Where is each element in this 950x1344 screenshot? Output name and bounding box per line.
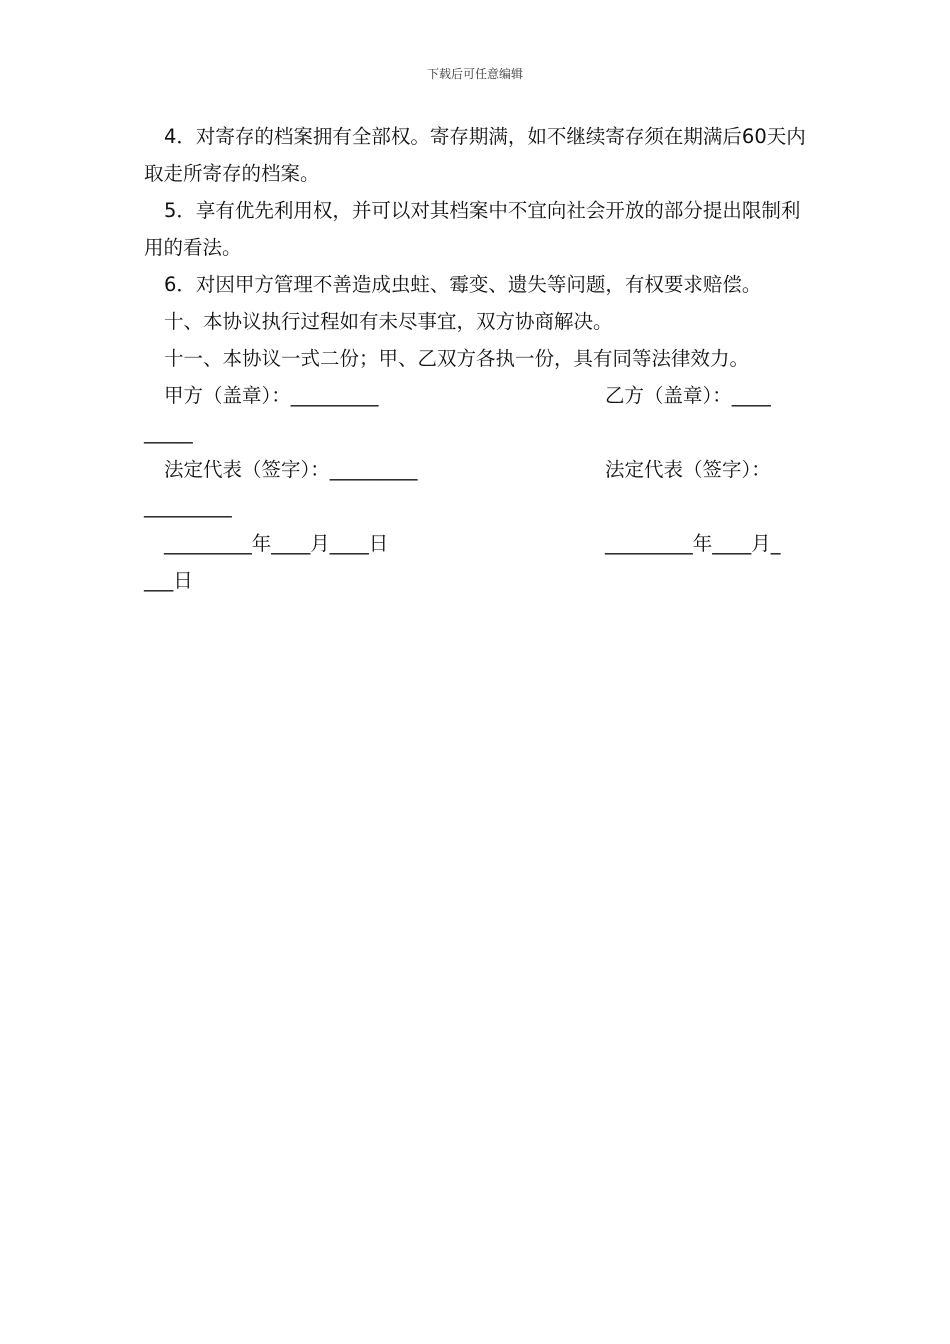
party-b-date-field: _________年____月_ <box>605 532 781 555</box>
clause-6: 6．对因甲方管理不善造成虫蛀、霉变、遗失等问题，有权要求赔偿。 <box>164 273 762 296</box>
page-header: 下载后可任意编辑 <box>426 67 523 81</box>
clause-5: 5．享有优先利用权，并可以对其档案中不宜向社会开放的部分提出限制利用的看法。 <box>144 199 801 259</box>
party-b-representative-field: 法定代表（签字）： <box>605 458 771 481</box>
party-a-representative-field: 法定代表（签字）：_________ <box>164 458 418 481</box>
seal-row <box>144 377 807 414</box>
clause-4: 4．对寄存的档案拥有全部权。寄存期满，如不继续寄存须在期满后60天内取走所寄存的档案。 <box>144 125 806 185</box>
article-11: 十一、本协议一式二份；甲、乙双方各执一份，具有同等法律效力。 <box>164 347 750 370</box>
date-row <box>144 525 807 562</box>
party-a-date-field: _________年____月____日 <box>164 532 389 555</box>
party-b-date-continuation: ___日 <box>144 569 193 592</box>
party-b-seal-field: 乙方（盖章）：____ <box>605 384 771 407</box>
party-b-representative-continuation: _________ <box>144 495 232 518</box>
document-body <box>144 118 807 599</box>
article-10: 十、本协议执行过程如有未尽事宜，双方协商解决。 <box>164 310 613 333</box>
party-a-seal-field: 甲方（盖章）：_________ <box>164 384 379 407</box>
representative-row <box>144 451 807 488</box>
party-b-seal-continuation: _____ <box>144 421 193 444</box>
